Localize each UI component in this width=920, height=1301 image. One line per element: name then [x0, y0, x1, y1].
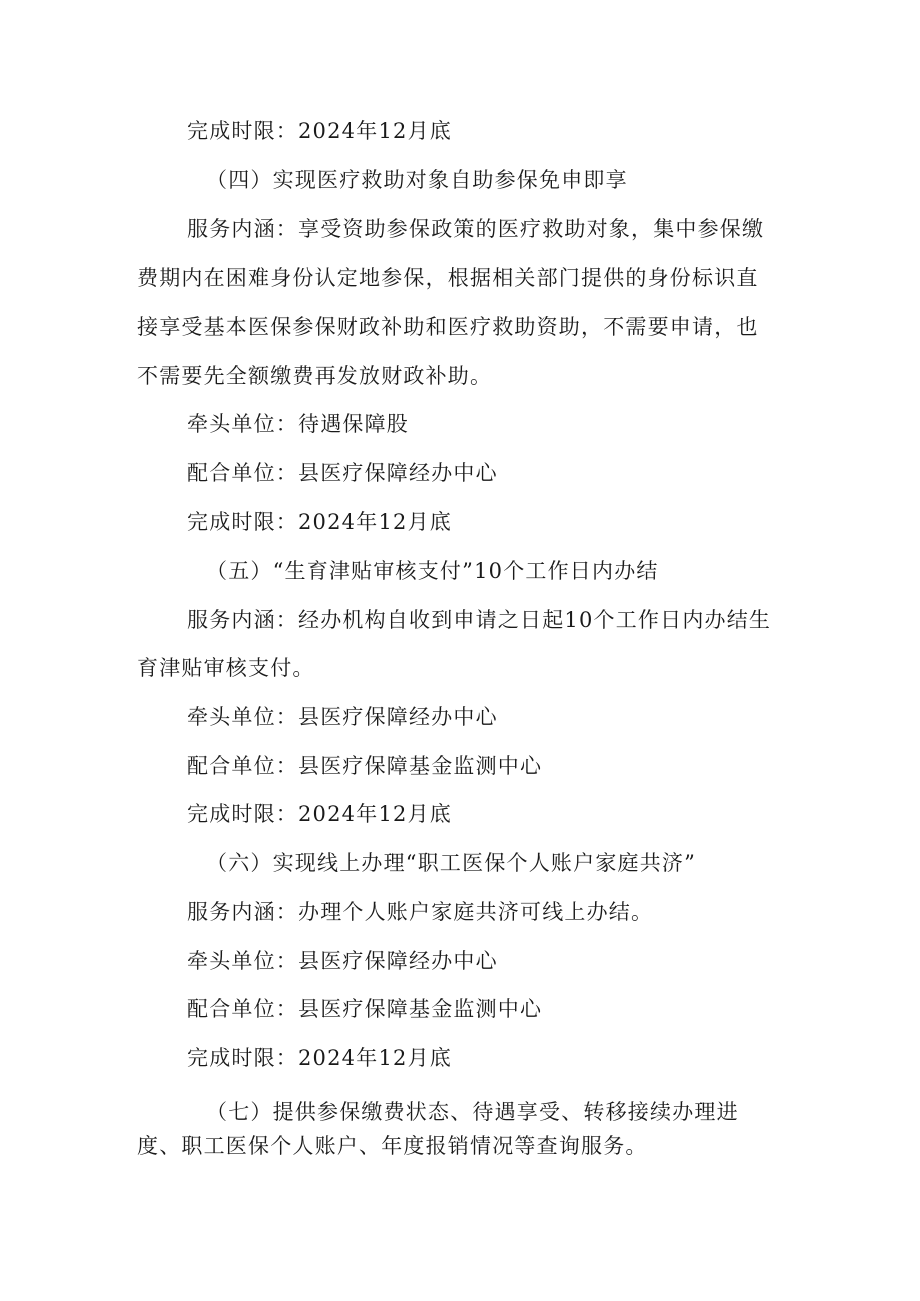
deadline-line: 完成时限：2024年12月底 — [187, 802, 452, 826]
service-content-line: 服务内涵：办理个人账户家庭共济可线上办结。 — [187, 900, 654, 924]
section-heading-4: （四）实现医疗救助对象自助参保免申即享 — [206, 168, 628, 192]
paragraph-line: 度、职工医保个人账户、年度报销情况等查询服务。 — [137, 1134, 648, 1158]
cooperating-unit-line: 配合单位：县医疗保障基金监测中心 — [187, 997, 543, 1021]
lead-unit-line: 牵头单位：县医疗保障经办中心 — [187, 949, 498, 973]
paragraph-line: 不需要先全额缴费再发放财政补助。 — [137, 364, 493, 388]
section-heading-5: （五）“生育津贴审核支付”10个工作日内办结 — [206, 559, 659, 583]
deadline-line: 完成时限：2024年12月底 — [187, 1046, 452, 1070]
section-heading-7: （七）提供参保缴费状态、待遇享受、转移接续办理进 — [206, 1100, 739, 1124]
lead-unit-line: 牵头单位：待遇保障股 — [187, 412, 409, 436]
lead-unit-line: 牵头单位：县医疗保障经办中心 — [187, 705, 498, 729]
paragraph-line: 育津贴审核支付。 — [137, 656, 315, 680]
paragraph-line: 接享受基本医保参保财政补助和医疗救助资助，不需要申请，也 — [137, 315, 759, 339]
paragraph-line: 费期内在困难身份认定地参保，根据相关部门提供的身份标识直 — [137, 266, 759, 290]
service-content-line: 服务内涵：经办机构自收到申请之日起10个工作日内办结生 — [187, 608, 772, 632]
deadline-line: 完成时限：2024年12月底 — [187, 510, 452, 534]
cooperating-unit-line: 配合单位：县医疗保障基金监测中心 — [187, 754, 543, 778]
service-content-line: 服务内涵：享受资助参保政策的医疗救助对象，集中参保缴 — [187, 217, 765, 241]
section-heading-6: （六）实现线上办理“职工医保个人账户家庭共济” — [206, 851, 697, 875]
deadline-line: 完成时限：2024年12月底 — [187, 119, 452, 143]
cooperating-unit-line: 配合单位：县医疗保障经办中心 — [187, 461, 498, 485]
